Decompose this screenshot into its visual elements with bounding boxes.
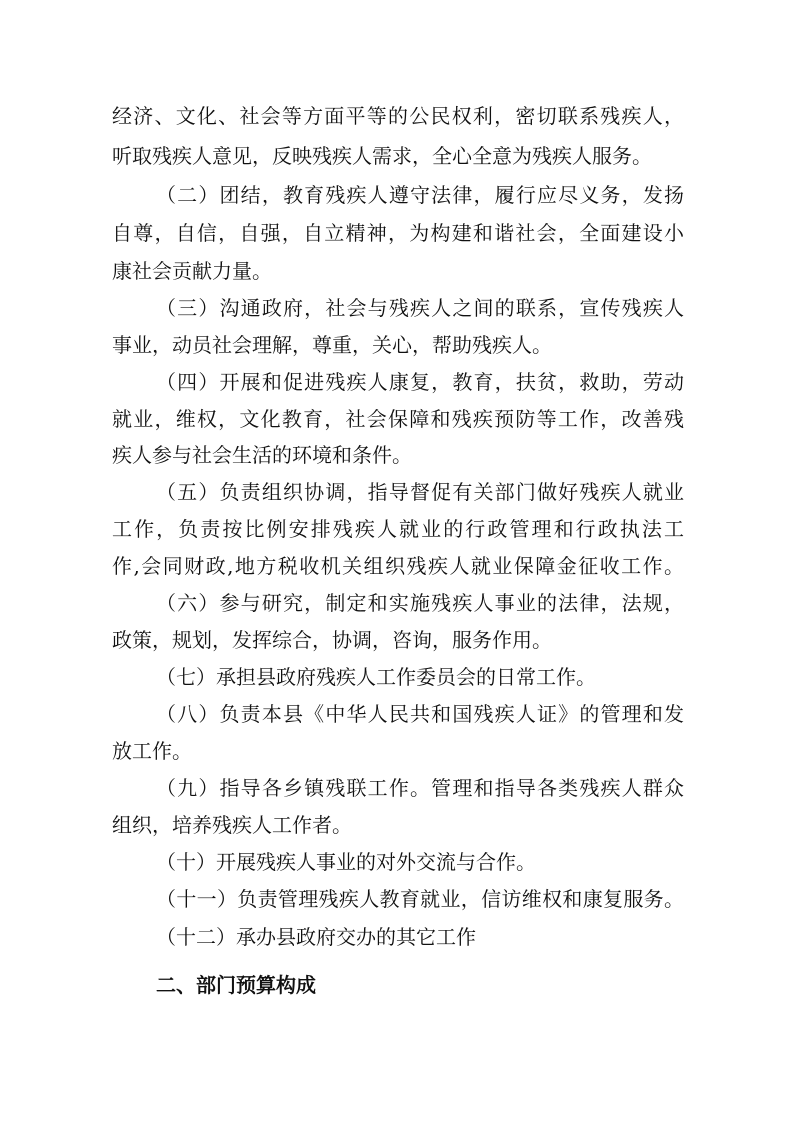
paragraph-line: 疾人参与社会生活的环境和条件。: [112, 443, 412, 467]
paragraph-line: 政策，规划，发挥综合，协调，咨询，服务作用。: [112, 628, 552, 652]
paragraph-line: 就业，维权，文化教育，社会保障和残疾预防等工作，改善残: [112, 407, 684, 431]
paragraph-line: 事业，动员社会理解，尊重，关心，帮助残疾人。: [112, 333, 552, 357]
paragraph-line: 康社会贡献力量。: [112, 259, 272, 283]
paragraph-line: 放工作。: [112, 739, 192, 763]
paragraph-line: 听取残疾人意见，反映残疾人需求，全心全意为残疾人服务。: [112, 144, 652, 168]
paragraph-line: 自尊，自信，自强，自立精神，为构建和谐社会，全面建设小: [112, 221, 684, 245]
paragraph-line: （六）参与研究，制定和实施残疾人事业的法律，法规，: [156, 591, 684, 615]
paragraph-line: （十二）承办县政府交办的其它工作: [156, 925, 476, 949]
paragraph-line: （七）承担县政府残疾人工作委员会的日常工作。: [156, 665, 596, 689]
paragraph-line: （九）指导各乡镇残联工作。管理和指导各类残疾人群众: [156, 776, 684, 800]
paragraph-line: （十）开展残疾人事业的对外交流与合作。: [156, 850, 536, 874]
paragraph-line: （五）负责组织协调，指导督促有关部门做好残疾人就业: [156, 480, 684, 504]
paragraph-line: （八）负责本县《中华人民共和国残疾人证》的管理和发: [156, 702, 684, 726]
paragraph-line: （二）团结，教育残疾人遵守法律，履行应尽义务，发扬: [156, 183, 684, 207]
section-heading: 二、部门预算构成: [156, 973, 316, 997]
paragraph-line: （三）沟通政府，社会与残疾人之间的联系，宣传残疾人: [156, 296, 684, 320]
paragraph-line: （四）开展和促进残疾人康复，教育，扶贫，救助，劳动: [156, 370, 684, 394]
paragraph-line: 作,会同财政,地方税收机关组织残疾人就业保障金征收工作。: [112, 554, 684, 578]
paragraph-line: 经济、文化、社会等方面平等的公民权利，密切联系残疾人，: [112, 104, 684, 128]
paragraph-line: （十一）负责管理残疾人教育就业，信访维权和康复服务。: [156, 887, 684, 911]
paragraph-line: 组织，培养残疾人工作者。: [112, 813, 352, 837]
paragraph-line: 工作，负责按比例安排残疾人就业的行政管理和行政执法工: [112, 517, 684, 541]
